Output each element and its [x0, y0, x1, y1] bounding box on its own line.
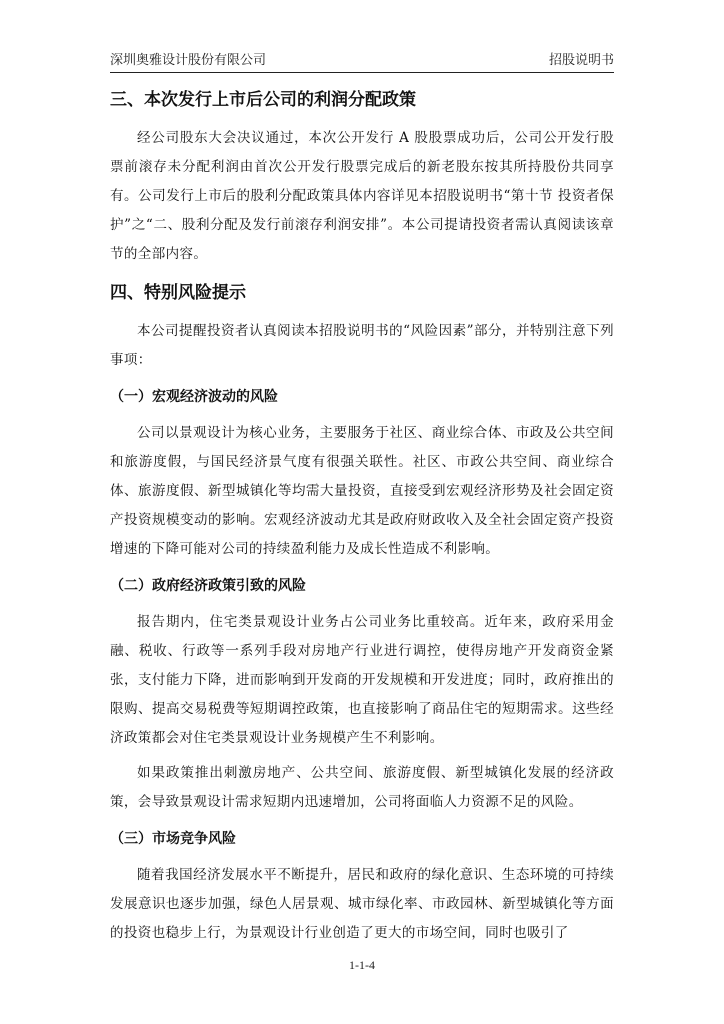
- paragraph-risk-intro: 本公司提醒投资者认真阅读本招股说明书的“风险因素”部分，并特别注意下列事项：: [110, 323, 614, 368]
- document-body: [110, 82, 614, 948]
- paragraph-competition-risk: 随着我国经济发展水平不断提升，居民和政府的绿化意识、生态环境的可持续发展意识也逐步加强，绿色人居景观、城市绿化率、市政园林、新型城镇化等方面的投资也稳步上行，为景观设计行业创造了更大的市场空间，同时也吸引了: [110, 867, 614, 941]
- header-company-name: 深圳奥雅设计股份有限公司: [110, 53, 267, 68]
- paragraph-policy-risk-2: 如果政策推出刺激房地产、公共空间、旅游度假、新型城镇化发展的经济政策，会导致景观设计需求短期内迅速增加，公司将面临人力资源不足的风险。: [110, 765, 614, 810]
- paragraph-policy-risk-1: 报告期内，住宅类景观设计业务占公司业务比重较高。近年来，政府采用金融、税收、行政等一系列手段对房地产行业进行调控，使得房地产开发商资金紧张，支付能力下降，进而影响到开发商的开发规模和开发进度；同时，政府推出的限购、提高交易税费等短期调控政策，也直接影响了商品住宅的短期需求。这些经济政策都会对住宅类景观设计业务规模产生不利影响。: [110, 614, 614, 746]
- paragraph-profit-distribution: 经公司股东大会决议通过，本次公开发行 A 股股票成功后，公司公开发行股票前滚存未分配利润由首次公开发行股票完成后的新老股东按其所持股份共同享有。公司发行上市后的股利分配政策具体内容详见本招股说明书“第十节 投资者保护”之“二、股利分配及发行前滚存利润安排”。本公司提请投资者需认真阅读该章节的全部内容。: [110, 130, 614, 262]
- paragraph-macro-risk: 公司以景观设计为核心业务，主要服务于社区、商业综合体、市政及公共空间和旅游度假，与国民经济景气度有很强关联性。社区、市政公共空间、商业综合体、旅游度假、新型城镇化等均需大量投资，直接受到宏观经济形势及社会固定资产投资规模变动的影响。宏观经济波动尤其是政府财政收入及全社会固定资产投资增速的下降可能对公司的持续盈利能力及成长性造成不利影响。: [110, 425, 614, 557]
- header-divider: [110, 72, 614, 73]
- page-number: 1-1-4: [349, 958, 375, 972]
- section-heading-special-risk: 四、特别风险提示: [110, 283, 246, 303]
- header-document-type: 招股说明书: [548, 53, 614, 68]
- page-header: [110, 52, 614, 72]
- subheading-competition-risk: （三）市场竞争风险: [110, 831, 236, 847]
- section-heading-profit-distribution: 三、本次发行上市后公司的利润分配政策: [110, 90, 416, 110]
- subheading-macro-risk: （一）宏观经济波动的风险: [110, 389, 278, 405]
- subheading-policy-risk: （二）政府经济政策引致的风险: [110, 578, 306, 594]
